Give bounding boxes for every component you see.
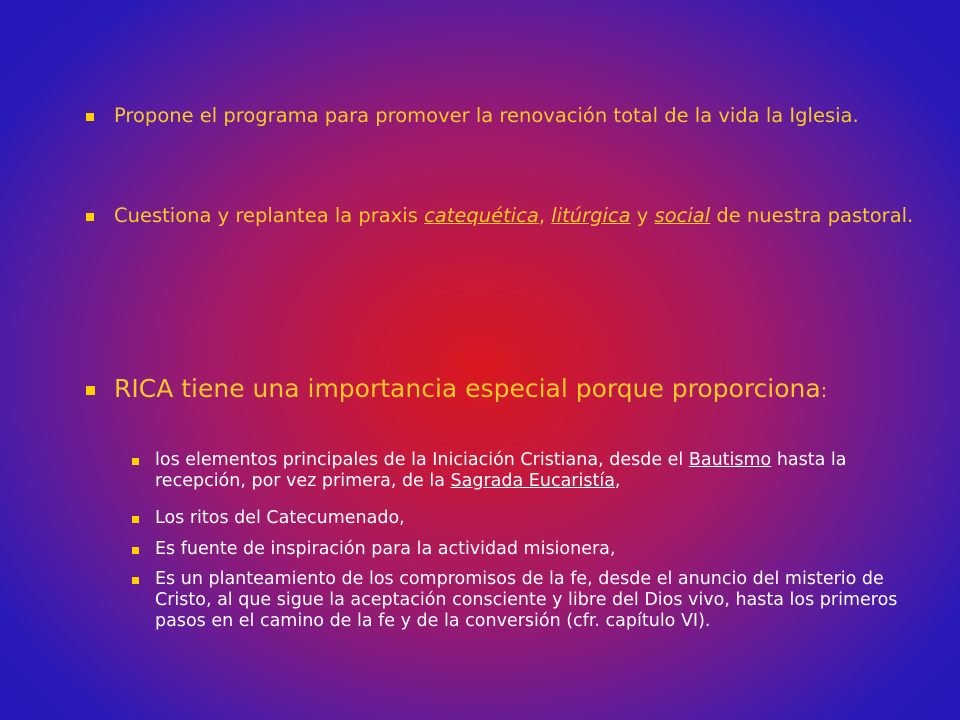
bullet-heading: RICA tiene una importancia especial porque proporciona: xyxy=(114,374,828,403)
square-bullet-icon xyxy=(86,113,94,121)
bullet-text: Propone el programa para promover la renovación total de la vida la Iglesia. xyxy=(114,104,859,127)
square-bullet-icon xyxy=(132,547,139,554)
square-bullet-icon xyxy=(86,386,95,395)
square-bullet-icon xyxy=(132,577,139,584)
sub-bullet-elementos xyxy=(132,450,922,492)
sub-bullet-text: Los ritos del Catecumenado, xyxy=(155,508,405,528)
link-liturgica[interactable]: litúrgica xyxy=(551,204,631,227)
sub-bullet-text: Es un planteamiento de los compromisos de la fe, desde el anuncio del misterio de Cristo, al que sigue la aceptación consciente y libre del Dios vivo, hasta los primeros pasos en el camino de la fe y de la conversión (cfr. capítulo VI). xyxy=(155,569,898,631)
sub-bullet-text: los elementos principales de la Iniciación Cristiana, desde el Bautismo hasta la recepción, por vez primera, de la Sagrada Eucaristía, xyxy=(155,450,847,491)
sub-bullet-planteamiento xyxy=(132,569,922,632)
link-catequetica[interactable]: catequética xyxy=(424,204,539,227)
link-bautismo[interactable]: Bautismo xyxy=(688,450,772,470)
square-bullet-icon xyxy=(86,213,94,221)
square-bullet-icon xyxy=(132,458,139,465)
sub-bullet-ritos xyxy=(132,508,922,529)
sub-bullet-text: Es fuente de inspiración para la actividad misionera, xyxy=(155,539,616,559)
sub-bullet-fuente xyxy=(132,539,922,560)
square-bullet-icon xyxy=(132,516,139,523)
link-sagrada-eucaristia[interactable]: Sagrada Eucaristía xyxy=(450,471,615,491)
bullet-text: Cuestiona y replantea la praxis catequética, litúrgica y social de nuestra pastoral. xyxy=(114,204,914,227)
bullet-item-rica xyxy=(86,372,946,408)
bullet-item-cuestiona xyxy=(86,203,926,229)
bullet-item-propone xyxy=(86,103,926,129)
link-social[interactable]: social xyxy=(654,204,711,227)
